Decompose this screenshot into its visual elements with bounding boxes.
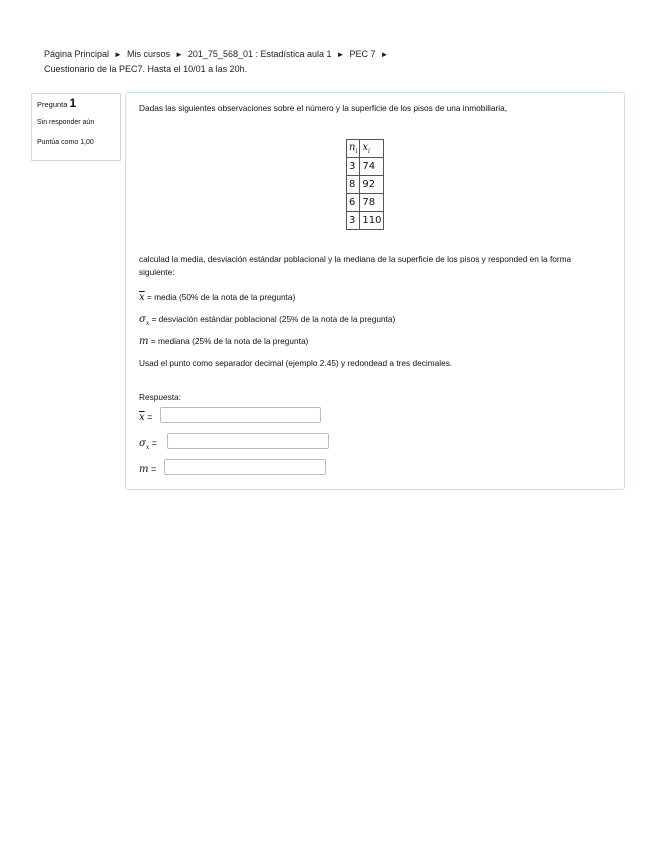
- definition-mean: [139, 291, 295, 304]
- breadcrumb-separator-icon: ►: [336, 50, 345, 59]
- table-row: [347, 176, 384, 194]
- median-symbol: m: [139, 464, 149, 475]
- table-cell: 6: [347, 194, 360, 212]
- table-row: [347, 158, 384, 176]
- breadcrumb-separator-icon: ►: [174, 50, 183, 59]
- equals-sign: =: [151, 438, 157, 448]
- breadcrumb: [44, 47, 514, 76]
- mean-symbol: $\overline{x}$: [139, 292, 145, 303]
- question-intro: Dadas las siguientes observaciones sobre el número y la superficie de los pisos de una inmobiliaria,: [139, 103, 508, 113]
- question-content: [125, 92, 625, 490]
- breadcrumb-separator-icon: ►: [114, 50, 122, 59]
- question-number: [37, 98, 115, 110]
- table-cell: 110: [360, 212, 384, 230]
- table-cell: 3: [347, 212, 360, 230]
- definition-std: $\sigma_x$ = desviación estándar poblacional (25% de la nota de la pregunta): [139, 314, 396, 327]
- table-header-x: $x_i$: [360, 140, 384, 158]
- breadcrumb-quiz-link[interactable]: Cuestionario de la PEC7. Hasta el 10/01 a las 20h.: [44, 64, 248, 74]
- question-info-panel: [31, 93, 121, 161]
- definition-mean-text: = media (50% de la nota de la pregunta): [146, 292, 296, 302]
- table-cell: 92: [360, 176, 384, 194]
- table-cell: 3: [347, 158, 360, 176]
- table-header-row: [347, 140, 384, 158]
- breadcrumb-courses-link[interactable]: Mis cursos: [126, 49, 170, 59]
- answer-row-std: $\sigma_x$ =: [139, 438, 157, 451]
- question-label: Pregunta: [37, 100, 68, 109]
- answer-label: Respuesta:: [139, 392, 181, 402]
- table-cell: 8: [347, 176, 360, 194]
- decimal-note: Usad el punto como separador decimal (ejemplo 2.45) y redondead a tres decimales.: [139, 358, 453, 368]
- equals-sign: =: [147, 412, 153, 422]
- breadcrumb-course-link[interactable]: 201_75_568_01 : Estadística aula 1: [187, 49, 332, 59]
- std-input[interactable]: [167, 433, 329, 449]
- mean-input[interactable]: [160, 407, 321, 423]
- table-row: [347, 212, 384, 230]
- table-header-n: $n_i$: [347, 140, 360, 158]
- table-cell: 74: [360, 158, 384, 176]
- question-state: Sin responder aún: [37, 119, 95, 126]
- definition-std-text: = desviación estándar poblacional (25% de la nota de la pregunta): [151, 314, 396, 324]
- table-cell: 78: [360, 194, 384, 212]
- definition-median: [139, 335, 308, 348]
- observations-table-wrap: [346, 139, 384, 230]
- sigma-symbol: σ: [139, 438, 146, 449]
- mean-symbol: $\overline{x}$: [139, 412, 145, 423]
- breadcrumb-pec-link[interactable]: PEC 7: [349, 49, 376, 59]
- sigma-symbol: σ: [139, 314, 146, 325]
- table-row: [347, 194, 384, 212]
- median-input[interactable]: [164, 459, 326, 475]
- question-number-value: 1: [69, 96, 77, 110]
- definition-median-text: = mediana (25% de la nota de la pregunta): [150, 336, 309, 346]
- answer-row-median: [139, 464, 156, 475]
- breadcrumb-home-link[interactable]: Página Principal: [44, 49, 110, 59]
- observations-table: [346, 139, 384, 230]
- answer-row-mean: [139, 412, 152, 423]
- breadcrumb-separator-icon: ►: [380, 50, 389, 59]
- question-instruction: calculad la media, desviación estándar poblacional y la mediana de la superficie de los pisos y responded en la forma siguiente:: [139, 254, 572, 277]
- median-symbol: m: [139, 336, 149, 347]
- question-grade: Puntúa como 1,00: [37, 139, 94, 146]
- equals-sign: =: [151, 464, 157, 474]
